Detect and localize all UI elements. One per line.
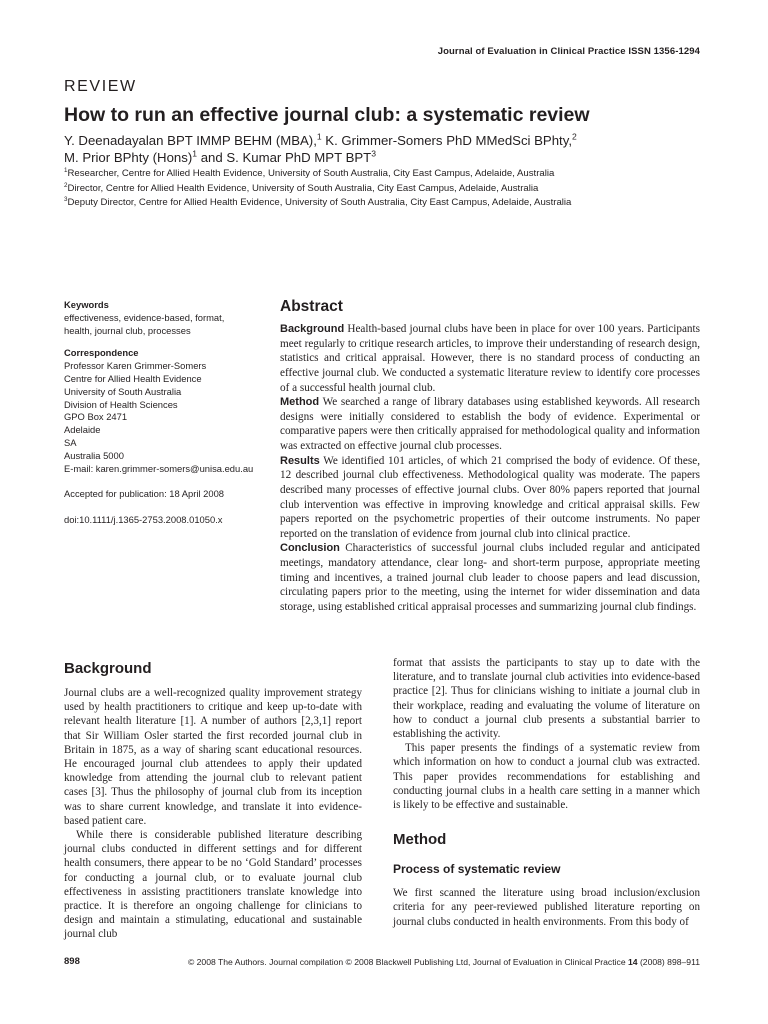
background-paragraph-4: This paper presents the findings of a systematic review from which information on how to conduct a journal club was extracted. This paper provides recommendations for establishing and conducting journal clubs in a health care setting in a manner which is likely to be effective and sustainable. xyxy=(393,742,700,812)
correspondence-line: Centre for Allied Health Evidence xyxy=(64,372,202,384)
background-heading: Background xyxy=(64,660,152,677)
keywords-line: effectiveness, evidence-based, format, xyxy=(64,311,225,323)
author-1: Y. Deenadayalan BPT IMMP BEHM (MBA), xyxy=(64,133,317,148)
volume-number: 14 xyxy=(628,957,638,967)
keywords-heading: Keywords xyxy=(64,299,109,310)
correspondence-heading: Correspondence xyxy=(64,347,139,359)
doi-link[interactable]: doi:10.1111/j.1365-2753.2008.01050.x xyxy=(64,514,223,526)
abstract-results: Results We identified 101 articles, of which 21 comprised the body of evidence. Of these, 12 described journal club effectiveness. Methodological quality was moderate. The papers described many processes of effective journal clubs. Over 80% papers reported that journal club intervention was effective in improving knowledge and critical appraisal skills. Few papers reported on the psychometric properties of their outcome instruments. No paper reported on the translation of evidence from journal club into clinical practice. xyxy=(280,454,700,540)
abstract-heading: Abstract xyxy=(280,298,343,315)
affiliations xyxy=(64,167,704,211)
background-paragraph-2: While there is considerable published literature describing journal clubs conducted in different settings and for different health consumers, there appear to be no ‘Gold Standard’ processes for conducting a journal club, or to evaluate journal club effectiveness in assisting practitioners translate knowledge into practice. It is therefore an ongoing challenge for clinicians to design and maintain a stimulating, educational and sustainable journal club xyxy=(64,829,362,941)
page-number: 898 xyxy=(64,956,80,967)
correspondence-line: SA xyxy=(64,436,77,448)
author-1-affil: 1 xyxy=(316,131,322,142)
background-paragraph-1: Journal clubs are a well-recognized quality improvement strategy used by health practitioners to critique and keep up-to-date with relevant health literature [1]. A number of authors [2,3,1] report that Sir William Osler started the first recorded journal club in Britain in 1875, as a way of sharing scant educational resources. He encouraged journal club attendees to apply their updated knowledge from attending the journal club to relevant patient cases [3]. Thus the philosophy of journal club from its inception was to share current knowledge, and translate it into evidence-based patient care. xyxy=(64,687,362,827)
method-paragraph-1: We first scanned the literature using broad inclusion/exclusion criteria for any peer-reviewed published literature reporting on journal clubs conducted in health environments. From this body of xyxy=(393,887,700,928)
abstract-method-label: Method xyxy=(280,396,320,409)
abstract-body xyxy=(280,322,700,615)
author-2-affil: 2 xyxy=(572,131,577,142)
process-subheading: Process of systematic review xyxy=(393,862,561,877)
background-paragraph-3: format that assists the participants to stay up to date with the literature, and to translate journal club activities into evidence-based practice [2]. Thus for clinicians wishing to initiate a journal club in their workplace, reading and evaluating the volume of literature on how to conduct a journal club presents a substantial barrier to establishing the activity. xyxy=(393,657,700,741)
article-title: How to run an effective journal club: a systematic review xyxy=(64,104,590,126)
affiliation-1: $^1$Researcher, Centre for Allied Health Evidence, University of South Australia, City East Campus, Adelaide, Australia xyxy=(64,166,555,179)
author-list xyxy=(64,132,704,166)
keywords-line: health, journal club, processes xyxy=(64,324,191,336)
correspondence-line: Adelaide xyxy=(64,424,101,436)
author-4: and S. Kumar PhD MPT BPT xyxy=(197,150,372,165)
author-3: M. Prior BPhty (Hons) xyxy=(64,150,193,165)
copyright-footer: © 2008 The Authors. Journal compilation © 2008 Blackwell Publishing Ltd, Journal of Evaluation in Clinical Practice 14 (2008) 898–911 xyxy=(187,957,700,967)
article-info-sidebar xyxy=(64,299,274,527)
abstract-background: Background Health-based journal clubs have been in place for over 100 years. Participants meet regularly to critique research articles, to improve their understanding of research design, statistics and critical appraisal. However, there is no standard process of conducting an effective journal club. We conducted a systematic literature review to identify core processes of a successful health journal club. xyxy=(280,323,700,394)
author-3-affil: 1 xyxy=(192,148,198,159)
abstract-conclusion: Conclusion Characteristics of successful journal clubs included regular and anticipated meetings, mandatory attendance, clear long- and short-term purpose, appropriate meeting timing and incentives, a trained journal club leader to choose papers and lead discussion, circulating papers prior to the meeting, using the internet for wider dissemination and data storage, using established critical appraisal processes and summarizing journal club findings. xyxy=(280,542,701,613)
correspondence-line: Professor Karen Grimmer-Somers xyxy=(64,360,207,372)
correspondence-line: University of South Australia xyxy=(64,385,182,397)
accepted-date: Accepted for publication: 18 April 2008 xyxy=(64,488,225,500)
correspondence-line: GPO Box 2471 xyxy=(64,411,128,423)
correspondence-line: Division of Health Sciences xyxy=(64,398,178,410)
affiliation-2: $^2$Director, Centre for Allied Health Evidence, University of South Australia, City East Campus, Adelaide, Australia xyxy=(64,181,539,194)
body-column-left xyxy=(64,660,362,942)
abstract-conclusion-label: Conclusion xyxy=(280,542,340,555)
section-label: REVIEW xyxy=(64,78,137,95)
method-heading: Method xyxy=(393,831,447,849)
author-4-affil: 3 xyxy=(371,148,376,159)
correspondence-line: Australia 5000 xyxy=(64,449,124,461)
author-2: K. Grimmer-Somers PhD MMedSci BPhty, xyxy=(321,133,573,148)
journal-header: Journal of Evaluation in Clinical Practice ISSN 1356-1294 xyxy=(437,46,700,57)
abstract-results-label: Results xyxy=(280,454,320,467)
abstract-background-label: Background xyxy=(280,323,345,335)
body-column-right xyxy=(393,656,700,929)
abstract-method: Method We searched a range of library databases using established keywords. All research designs were initially considered to establish the body of evidence. Experimental or comparative papers were then critically appraised for methodological quality and information was extracted on effective journal club processes. xyxy=(280,396,700,452)
correspondence-email[interactable]: E-mail: karen.grimmer-somers@unisa.edu.au xyxy=(64,462,254,474)
affiliation-3: $^3$Deputy Director, Centre for Allied Health Evidence, University of South Australia, City East Campus, Adelaide, Australia xyxy=(64,195,572,208)
